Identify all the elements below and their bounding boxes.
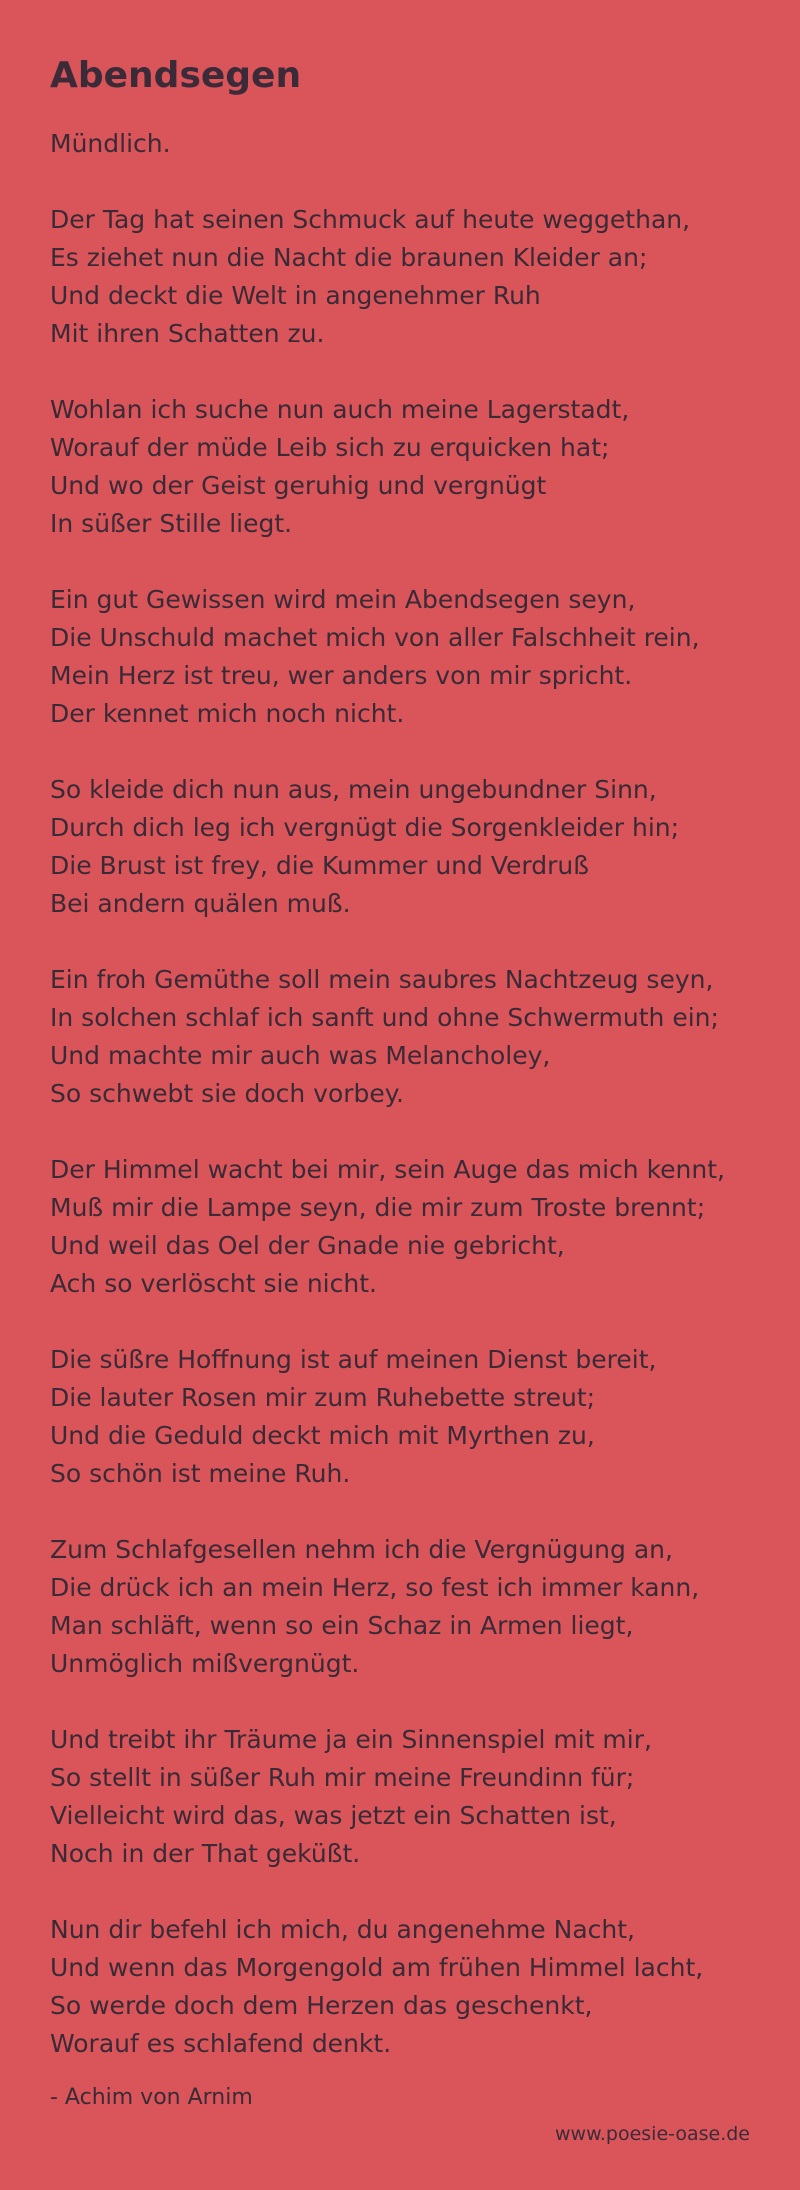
poem-line: Mein Herz ist treu, wer anders von mir spricht.: [50, 661, 633, 690]
poem-line: Und die Geduld deckt mich mit Myrthen zu,: [50, 1421, 595, 1450]
stanza: [50, 961, 770, 1113]
poem-line: In solchen schlaf ich sanft und ohne Schwermuth ein;: [50, 1003, 719, 1032]
poem-line: So schön ist meine Ruh.: [50, 1459, 351, 1488]
poem-line: Und wo der Geist geruhig und vergnügt: [50, 471, 547, 500]
poem-subtitle: Mündlich.: [50, 129, 171, 158]
poem-line: Und weil das Oel der Gnade nie gebricht,: [50, 1231, 565, 1260]
stanza: [50, 1911, 770, 2063]
poem-line: Mit ihren Schatten zu.: [50, 319, 325, 348]
poem-line: So stellt in süßer Ruh mir meine Freundinn für;: [50, 1763, 635, 1792]
stanza: [50, 1341, 770, 1493]
poem-line: Und treibt ihr Träume ja ein Sinnenspiel mit mir,: [50, 1725, 652, 1754]
poem-line: Die Brust ist frey, die Kummer und Verdruß: [50, 851, 589, 880]
stanza: [50, 1151, 770, 1303]
poem-title: Abendsegen: [50, 55, 302, 96]
poem-line: Ein froh Gemüthe soll mein saubres Nachtzeug seyn,: [50, 965, 714, 994]
poem-line: Muß mir die Lampe seyn, die mir zum Troste brennt;: [50, 1193, 706, 1222]
stanza: [50, 391, 770, 543]
poem-line: So kleide dich nun aus, mein ungebundner Sinn,: [50, 775, 657, 804]
poem-line: Worauf es schlafend denkt.: [50, 2029, 392, 2058]
poem-body: [50, 201, 770, 2063]
stanza: [50, 1531, 770, 1683]
poem-line: So schwebt sie doch vorbey.: [50, 1079, 404, 1108]
poem-line: Bei andern quälen muß.: [50, 889, 351, 918]
poem-line: Die süßre Hoffnung ist auf meinen Dienst bereit,: [50, 1345, 657, 1374]
stanza: [50, 1721, 770, 1873]
site-watermark: www.poesie-oase.de: [554, 2123, 750, 2145]
poem-container: [50, 52, 770, 2113]
poem-line: Ein gut Gewissen wird mein Abendsegen seyn,: [50, 585, 636, 614]
poem-line: Nun dir befehl ich mich, du angenehme Nacht,: [50, 1915, 635, 1944]
poem-line: So werde doch dem Herzen das geschenkt,: [50, 1991, 593, 2020]
poem-line: Ach so verlöscht sie nicht.: [50, 1269, 377, 1298]
poem-line: Der Himmel wacht bei mir, sein Auge das mich kennt,: [50, 1155, 725, 1184]
poem-line: Der kennet mich noch nicht.: [50, 699, 405, 728]
poem-line: Und wenn das Morgengold am frühen Himmel lacht,: [50, 1953, 704, 1982]
poem-line: Durch dich leg ich vergnügt die Sorgenkleider hin;: [50, 813, 680, 842]
poem-line: Noch in der That geküßt.: [50, 1839, 361, 1868]
poem-line: Wohlan ich suche nun auch meine Lagerstadt,: [50, 395, 630, 424]
poem-line: Zum Schlafgesellen nehm ich die Vergnügung an,: [50, 1535, 673, 1564]
poem-author: - Achim von Arnim: [50, 2085, 253, 2110]
poem-line: In süßer Stille liegt.: [50, 509, 293, 538]
poem-line: Die lauter Rosen mir zum Ruhebette streut;: [50, 1383, 596, 1412]
poem-line: Die drück ich an mein Herz, so fest ich immer kann,: [50, 1573, 700, 1602]
poem-line: Man schläft, wenn so ein Schaz in Armen liegt,: [50, 1611, 634, 1640]
poem-line: Die Unschuld machet mich von aller Falschheit rein,: [50, 623, 700, 652]
poem-line: Und machte mir auch was Melancholey,: [50, 1041, 551, 1070]
poem-line: Unmöglich mißvergnügt.: [50, 1649, 360, 1678]
poem-line: Und deckt die Welt in angenehmer Ruh: [50, 281, 541, 310]
stanza: [50, 581, 770, 733]
poem-line: Vielleicht wird das, was jetzt ein Schatten ist,: [50, 1801, 617, 1830]
stanza: [50, 201, 770, 353]
stanza: [50, 771, 770, 923]
poem-line: Worauf der müde Leib sich zu erquicken hat;: [50, 433, 610, 462]
poem-line: Es ziehet nun die Nacht die braunen Kleider an;: [50, 243, 648, 272]
poem-line: Der Tag hat seinen Schmuck auf heute weggethan,: [50, 205, 691, 234]
